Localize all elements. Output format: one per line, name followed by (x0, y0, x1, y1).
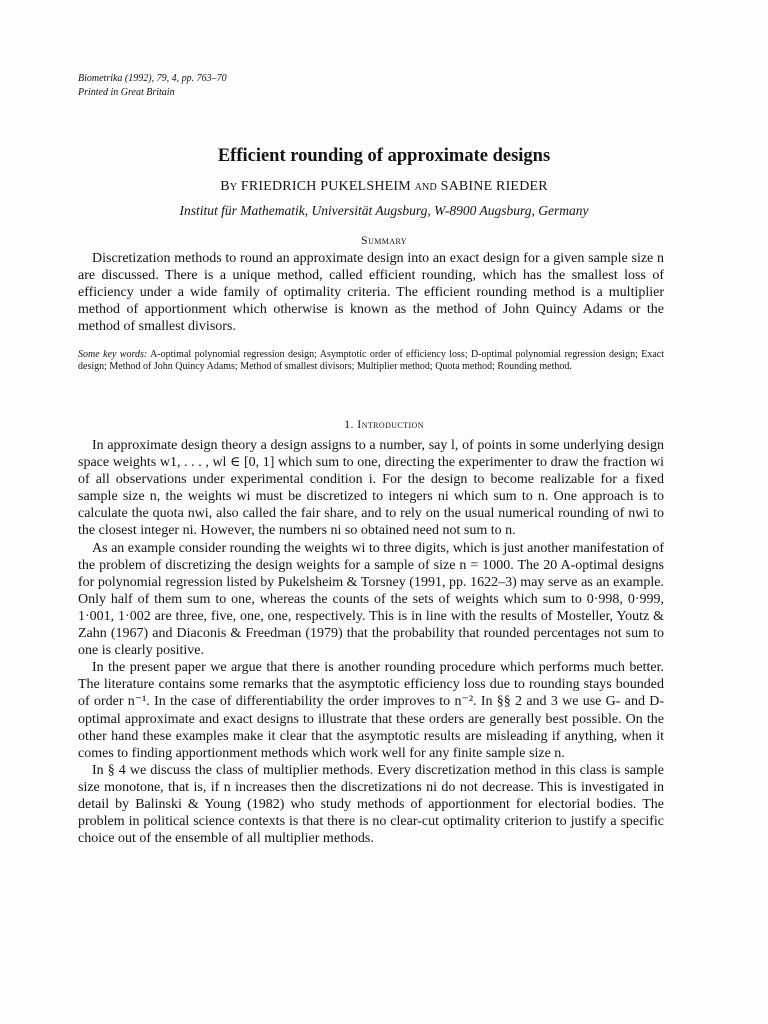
intro-paragraph: As an example consider rounding the weights wi to three digits, which is just another manifestation of the problem of discretizing the design weights for a sample of size n = 1000. The 20 A-optimal designs for polynomial regression listed by Pukelsheim & Torsney (1991, pp. 1622–3) may serve as an example. Only half of them sum to one, whereas the counts of the sets of weights which sum to 0·998, 0·999, 1·001, 1·002 are three, five, one, one, respectively. This is in line with the results of Mosteller, Youtz & Zahn (1967) and Diaconis & Freedman (1979) that the probability that rounded percentages not sum to one is clearly positive. (78, 540, 664, 659)
affiliation: Institut für Mathematik, Universität Augsburg, W-8900 Augsburg, Germany (179, 203, 589, 218)
intro-paragraph: In the present paper we argue that there is another rounding procedure which performs much better. The literature contains some remarks that the asymptotic efficiency loss due to rounding stays bounded of order n⁻¹. In the case of differentiability the order improves to n⁻². In §§ 2 and 3 we use G- and D-optimal approximate and exact designs to illustrate that these orders are generally best possible. On the other hand these examples make it clear that the asymptotic results are misleading if anything, when it comes to finding apportionment methods which work well for any finite sample size n. (78, 660, 664, 761)
introduction-heading: 1. Introduction (344, 417, 424, 431)
paper-title: Efficient rounding of approximate designs (217, 146, 551, 166)
journal-citation: Biometrika (1992), 79, 4, pp. 763–70 (78, 73, 227, 84)
summary-section (78, 250, 664, 335)
keywords-text: A-optimal polynomial regression design; Asymptotic order of efficiency loss; D-optimal polynomial regression design; Exact design; Method of John Quincy Adams; Method of smallest divisors; Multiplier method; Quota method; Rounding method. (78, 349, 665, 373)
printed-in: Printed in Great Britain (78, 87, 175, 98)
summary-text: Discretization methods to round an approximate design into an exact design for a given sample size n are discussed. There is a unique method, called efficient rounding, which has the smallest loss of efficiency under a wide family of optimality criteria. The efficient rounding method is a multiplier method of apportionment which otherwise is known as the method of John Quincy Adams or the method of smallest divisors. (78, 251, 664, 335)
author-line: By FRIEDRICH PUKELSHEIM and SABINE RIEDER (220, 179, 548, 194)
journal-header (78, 72, 227, 100)
intro-paragraph: In approximate design theory a design assigns to a number, say l, of points in some underlying design space weights w1, . . . , wl ∈ [0, 1] which sum to one, directing the experimenter to draw the fraction wi of all observations under experimental condition i. For the design to become realizable for a fixed sample size n, the weights wi must be discretized to integers ni which sum to n. One approach is to calculate the quota nwi, also called the fair share, and to rely on the usual numerical rounding of nwi to the closest integer ni. However, the numbers ni so obtained need not sum to n. (78, 438, 664, 539)
keywords (78, 349, 664, 374)
introduction-section (78, 437, 664, 847)
keywords-label: Some key words: (78, 349, 148, 360)
summary-heading: Summary (361, 233, 407, 247)
intro-paragraph: In § 4 we discuss the class of multiplier methods. Every discretization method in this class is sample size monotone, that is, if n increases then the discretizations ni do not decrease. This is investigated in detail by Balinski & Young (1982) who study methods of apportionment for electorial bodies. The problem in political science contexts is that there is no clear-cut optimality criterion to justify a specific choice out of the ensemble of all multiplier methods. (78, 762, 664, 847)
